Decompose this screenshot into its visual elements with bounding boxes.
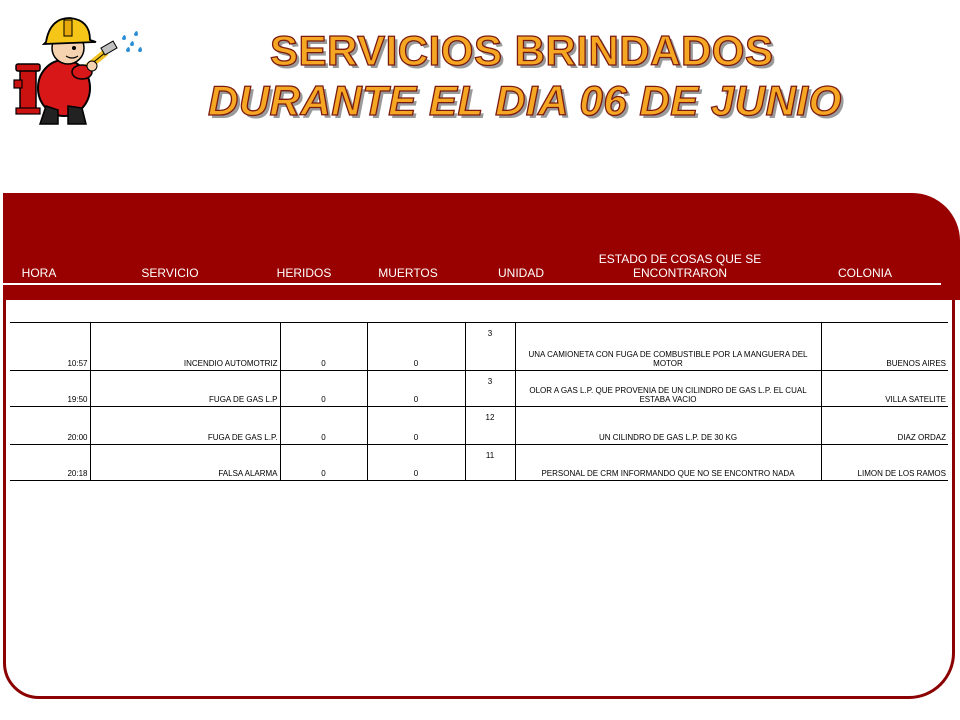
cell-heridos: 0: [280, 445, 367, 481]
cell-servicio: FUGA DE GAS L.P: [90, 371, 280, 407]
firefighter-logo-icon: [6, 6, 146, 131]
cell-estado: UNA CAMIONETA CON FUGA DE COMBUSTIBLE POR LA MANGUERA DEL MOTOR: [515, 323, 821, 371]
header-unidad: UNIDAD: [497, 266, 544, 280]
cell-colonia: BUENOS AIRES: [821, 323, 948, 371]
cell-muertos: 0: [367, 445, 465, 481]
table-row: [10, 371, 948, 407]
cell-hora: 10:57: [10, 323, 90, 371]
page-title-line2: DURANTE EL DIA 06 DE JUNIO: [208, 77, 842, 124]
header-colonia: COLONIA: [837, 266, 892, 280]
cell-colonia: LIMON DE LOS RAMOS: [821, 445, 948, 481]
cell-muertos: 0: [367, 323, 465, 371]
header-servicio: SERVICIO: [141, 266, 199, 280]
header-muertos: MUERTOS: [378, 266, 438, 280]
cell-unidad: 11: [465, 445, 515, 481]
cell-colonia: VILLA SATELITE: [821, 371, 948, 407]
cell-colonia: DIAZ ORDAZ: [821, 407, 948, 445]
table-row: [10, 323, 948, 371]
services-table: [10, 322, 948, 481]
header-hora: HORA: [21, 266, 57, 280]
cell-hora: 20:18: [10, 445, 90, 481]
cell-heridos: 0: [280, 323, 367, 371]
cell-muertos: 0: [367, 371, 465, 407]
header-estado: ESTADO DE COSAS QUE SE ENCONTRARON: [598, 252, 762, 280]
cell-estado: PERSONAL DE CRM INFORMANDO QUE NO SE ENCONTRO NADA: [515, 445, 821, 481]
cell-hora: 19:50: [10, 371, 90, 407]
cell-hora: 20:00: [10, 407, 90, 445]
header-divider: [3, 283, 941, 285]
cell-servicio: FUGA DE GAS L.P.: [90, 407, 280, 445]
cell-unidad: 3: [465, 323, 515, 371]
cell-heridos: 0: [280, 371, 367, 407]
table-row: [10, 445, 948, 481]
cell-unidad: 3: [465, 371, 515, 407]
cell-muertos: 0: [367, 407, 465, 445]
cell-estado: OLOR A GAS L.P. QUE PROVENIA DE UN CILINDRO DE GAS L.P. EL CUAL ESTABA VACIO: [515, 371, 821, 407]
cell-servicio: INCENDIO AUTOMOTRIZ: [90, 323, 280, 371]
cell-heridos: 0: [280, 407, 367, 445]
table-row: [10, 407, 948, 445]
cell-estado: UN CILINDRO DE GAS L.P. DE 30 KG: [515, 407, 821, 445]
cell-servicio: FALSA ALARMA: [90, 445, 280, 481]
cell-unidad: 12: [465, 407, 515, 445]
page-title-line1: SERVICIOS BRINDADOS: [270, 27, 774, 74]
header-heridos: HERIDOS: [276, 266, 332, 280]
